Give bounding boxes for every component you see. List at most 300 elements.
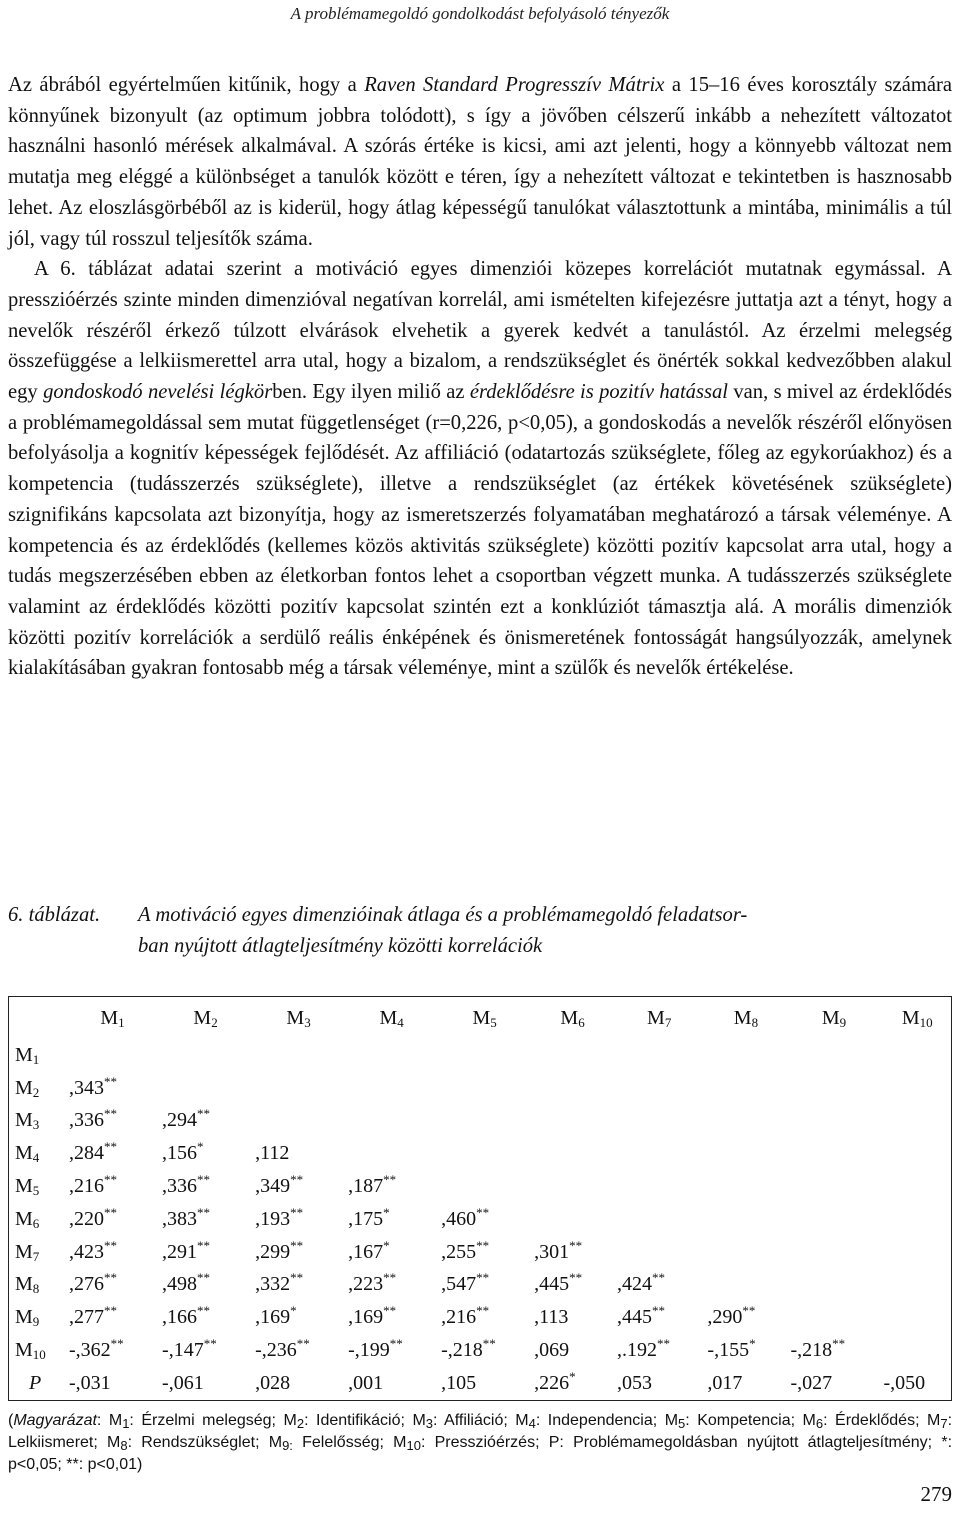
correlation-value: ,216 [69,1175,104,1198]
correlation-value: ,299 [255,1240,291,1263]
corner-cell [9,997,64,1040]
expl-colon: : [96,1412,109,1429]
correlation-value: ,.192 [616,1339,657,1362]
significance-mark: ** [832,1336,846,1352]
table-cell [435,1203,528,1236]
correlation-value: ,423 [69,1240,104,1263]
correlation-value: ,336 [162,1175,198,1198]
significance-mark: ** [104,1106,117,1122]
expl-desc: : Identifikáció; [304,1412,413,1429]
table-cell [249,1072,342,1105]
column-header [878,997,952,1040]
column-header-m: M [821,1006,840,1029]
correlation-value: -,050 [883,1371,926,1394]
table-cell [878,1236,952,1269]
significance-mark: ** [197,1204,211,1220]
page-number: 279 [920,1482,952,1506]
correlation-value: ,028 [255,1371,291,1394]
table-cell [878,1367,952,1400]
column-header [701,997,784,1040]
expl-desc: : Presszióérzés; [420,1434,549,1451]
table-cell [784,1072,877,1105]
table-cell [611,1301,701,1334]
significance-mark: ** [197,1270,211,1286]
paragraph-2 [8,254,952,684]
column-header-index: 2 [211,1014,218,1030]
table-cell [878,1203,952,1236]
table-cell [701,1367,784,1400]
expl-desc: : Érzelmi melegség; [129,1412,284,1429]
table-cell [528,1269,611,1302]
table-cell [63,1072,156,1105]
table-cell [611,1039,701,1072]
table-cell [435,1039,528,1072]
table-cell [342,1334,435,1367]
table-cell [528,1039,611,1072]
significance-mark: ** [383,1303,397,1319]
table-cell [784,1105,877,1138]
table-cell [156,1072,249,1105]
significance-mark: * [197,1139,204,1155]
table-cell [156,1137,249,1170]
table-cell [701,1236,784,1269]
column-header-m: M [472,1006,491,1029]
expl-key: M [412,1412,426,1429]
expl-desc: : Affiliáció; [433,1412,516,1429]
expl-key-index: 7 [940,1416,948,1431]
row-header-index: 2 [32,1084,40,1100]
table-row [9,1236,952,1269]
column-header [63,997,156,1040]
table-cell [784,1301,877,1334]
table-cell [878,1170,952,1203]
correlation-value: ,113 [534,1306,569,1329]
row-header-index: 3 [32,1117,40,1133]
correlation-value: ,001 [348,1371,384,1394]
significance-mark: ** [383,1172,397,1188]
column-header-index: 6 [578,1014,585,1030]
column-header-index: 9 [839,1014,847,1030]
column-header-index: 7 [664,1014,672,1030]
table-cell [156,1203,249,1236]
table-cell [249,1105,342,1138]
table-title-line-1: A motiváció egyes dimenzióinak átlaga és a problémamegoldó feladatsor- [138,904,748,926]
row-header-m: M [15,1306,33,1329]
running-header: A problémamegoldó gondolkodást befolyásoló tényezők [290,4,670,23]
column-header [528,997,611,1040]
row-header [9,1072,64,1105]
table-row [9,1170,952,1203]
expl-key-index: 5 [678,1416,686,1431]
significance-mark: ** [290,1204,304,1220]
column-header [249,997,342,1040]
row-header-m: M [15,1142,33,1165]
expl-key: M [802,1412,816,1429]
expl-tail: P: Problémamegoldásban nyújtott átlagteljesítmény; *: p<0,05; **: p<0,01) [8,1434,953,1473]
column-header [435,997,528,1040]
table-cell [611,1137,701,1170]
table-cell [249,1170,342,1203]
table-number: 6. táblázat. [8,904,101,926]
correlation-value: ,169 [348,1306,384,1329]
correlation-value: -,147 [162,1339,204,1362]
table-cell [528,1105,611,1138]
significance-mark: * [569,1368,576,1384]
table-cell [342,1072,435,1105]
table-cell [156,1269,249,1302]
table-cell [249,1269,342,1302]
table-cell [435,1269,528,1302]
table-cell [878,1137,952,1170]
expl-key-index: 6 [815,1416,824,1431]
expl-key: M [927,1412,941,1429]
row-header-p: P [29,1371,42,1394]
text-span: A 6. táblázat adatai szerint a motiváció egyes dimenziói közepes korrelációt mutatnak egymással. A presszióérzés szinte minden dimenzióval negatívan korrelál, ami ismételten kifejezésre juttatja azt a tényt, hogy a nevelők részéről érkező túlzott elvárások elvehetik a gyerek kedvét a tanulástól. Az érzelmi melegség összefüggése a lelkiismerettel arra utal, hogy a bizalom, a rendszükséglet és önérték sokkal kedvezőbben alakul egy [8,258,952,404]
table-cell [63,1137,156,1170]
significance-mark: ** [651,1303,665,1319]
correlation-value: ,291 [162,1240,198,1263]
correlation-value: ,169 [255,1306,291,1329]
correlation-value: -,031 [69,1371,111,1394]
expl-desc: : Independencia; [535,1412,665,1429]
expl-key: M [515,1412,529,1429]
table-cell [528,1170,611,1203]
table-cell [435,1367,528,1400]
table-header-row [9,997,952,1040]
table-cell [63,1334,156,1367]
table-cell [342,1367,435,1400]
significance-mark: ** [476,1204,490,1220]
expl-key-index: 10 [406,1438,421,1453]
expl-key: M [664,1412,679,1429]
correlation-value: ,167 [348,1240,384,1263]
correlation-value: ,220 [69,1207,104,1230]
table-cell [435,1105,528,1138]
table-cell [528,1334,611,1367]
table-cell [528,1203,611,1236]
row-header-index: 8 [32,1281,40,1297]
table-cell [342,1170,435,1203]
row-header-index: 7 [32,1248,40,1264]
significance-mark: * [290,1303,297,1319]
significance-mark: ** [296,1336,310,1352]
table-cell [249,1039,342,1072]
table-cell [63,1269,156,1302]
table-cell [342,1301,435,1334]
table-cell [701,1334,784,1367]
row-header [9,1334,64,1367]
significance-mark: ** [104,1270,117,1286]
table-row [9,1105,952,1138]
correlation-value: ,290 [707,1306,743,1329]
significance-mark: ** [104,1073,117,1089]
expl-desc: : Lelkiismeret; [8,1412,953,1451]
column-header [784,997,877,1040]
correlation-value: ,301 [534,1240,570,1263]
correlation-value: ,383 [162,1207,198,1230]
significance-mark: ** [104,1237,117,1253]
italic-term: érdeklődésre is pozitív hatással [469,381,729,404]
text-span: ben. Egy ilyen miliő az [272,381,470,404]
correlation-value: -,362 [69,1339,111,1362]
table-row [9,1367,952,1400]
table-cell [528,1072,611,1105]
significance-mark: ** [197,1172,211,1188]
correlation-value: ,336 [69,1109,104,1132]
table-cell [435,1334,528,1367]
significance-mark: ** [476,1270,490,1286]
correlation-value: ,156 [162,1142,198,1165]
expl-key: M [283,1412,297,1429]
correlation-value: -,027 [790,1371,833,1394]
row-header-index: 9 [32,1314,40,1330]
significance-mark: ** [482,1336,496,1352]
table-cell [156,1170,249,1203]
table-cell [784,1203,877,1236]
correlation-value: ,284 [69,1142,104,1165]
column-header-m: M [647,1006,665,1029]
table-cell [878,1105,952,1138]
row-header [9,1105,64,1138]
significance-mark: ** [290,1270,304,1286]
table-cell [611,1203,701,1236]
table-row [9,1334,952,1367]
table-cell [342,1105,435,1138]
table-cell [63,1170,156,1203]
table-cell [63,1301,156,1334]
row-header [9,1301,64,1334]
row-header [9,1203,64,1236]
row-header-index: 1 [32,1051,40,1067]
column-header [156,997,249,1040]
table-row [9,1301,952,1334]
significance-mark: ** [656,1336,670,1352]
text-span: Az ábrából egyértelműen kitűnik, hogy a [8,74,365,96]
correlation-value: -,199 [348,1339,390,1362]
significance-mark: ** [569,1237,583,1253]
table-cell [435,1170,528,1203]
column-header [342,997,435,1040]
table-cell [156,1236,249,1269]
correlation-value: ,498 [162,1273,198,1296]
significance-mark: ** [389,1336,403,1352]
table-cell [878,1039,952,1072]
column-header-index: 5 [490,1014,497,1030]
significance-mark: * [383,1237,390,1253]
column-header [611,997,701,1040]
column-header-index: 3 [304,1014,311,1030]
correlation-value: ,332 [255,1273,291,1296]
expl-label: Magyarázat [13,1412,97,1429]
table-cell [156,1334,249,1367]
column-header-index: 1 [118,1014,125,1030]
significance-mark: ** [104,1172,117,1188]
significance-mark: ** [290,1237,304,1253]
significance-mark: ** [197,1237,211,1253]
significance-mark: ** [742,1303,756,1319]
table-cell [784,1334,877,1367]
row-header-m: M [15,1273,33,1296]
column-header-index: 10 [919,1014,933,1030]
correlation-value: ,255 [441,1240,477,1263]
table-cell [63,1105,156,1138]
table-cell [611,1236,701,1269]
row-header [9,1367,64,1400]
table-cell [878,1334,952,1367]
italic-term: gondoskodó nevelési légkör [43,381,273,404]
column-header-m: M [100,1006,119,1029]
table-cell [784,1039,877,1072]
significance-mark: ** [203,1336,217,1352]
table-cell [611,1170,701,1203]
paragraph-1 [8,70,952,254]
table-cell [435,1072,528,1105]
table-cell [528,1367,611,1400]
correlation-value: -,236 [255,1339,297,1362]
table-cell [435,1301,528,1334]
correlation-value: ,277 [69,1306,104,1329]
table-cell [249,1367,342,1400]
correlation-value: ,343 [69,1076,104,1099]
correlation-value: ,175 [348,1207,384,1230]
row-header-index: 10 [32,1347,46,1363]
column-header-m: M [379,1006,398,1029]
table-cell [63,1236,156,1269]
table-cell [156,1301,249,1334]
expl-desc: : Rendszükséglet; [127,1434,269,1451]
text-span: a 15–16 éves korosztály számára könnyűnek bizonyult (az optimum jobbra tolódott), s így a jövőben célszerű inkább a nehezített változatot használni hasonló mérések alkalmával. A szórás értéke is kicsi, ami azt jelenti, hogy a könnyebb változat nem mutatja meg eléggé a különbséget a tanulók között e téren, így a nehezített változat e tekintetben is hasznosabb lehet. Az eloszlásgörbéből az is kiderül, hogy átlag képességű tanulókat választottunk a mintába, minimális a túl jól, vagy túl rosszul teljesítők száma. [8,74,952,250]
table-cell [784,1137,877,1170]
table-cell [611,1269,701,1302]
table-cell [249,1334,342,1367]
italic-term: Raven Standard Progresszív Mátrix [364,74,665,96]
significance-mark: ** [197,1303,211,1319]
correlation-value: ,276 [69,1273,104,1296]
table-cell [701,1137,784,1170]
table-row [9,1269,952,1302]
table-cell [878,1301,952,1334]
table-cell [63,1367,156,1400]
table-cell [342,1269,435,1302]
row-header-index: 6 [32,1215,40,1231]
column-header-index: 4 [397,1014,404,1030]
expl-desc: Felelősség; [292,1434,394,1451]
table-cell [701,1170,784,1203]
table-cell [611,1105,701,1138]
table-cell [701,1039,784,1072]
significance-mark: ** [476,1237,490,1253]
row-header [9,1236,64,1269]
table-caption [8,900,952,962]
expl-key-index: 2 [296,1416,305,1431]
table-cell [701,1301,784,1334]
significance-mark: ** [110,1336,124,1352]
table-cell [342,1203,435,1236]
table-cell [249,1301,342,1334]
table-cell [611,1367,701,1400]
expl-key-index: 1 [122,1416,130,1431]
table-cell [156,1105,249,1138]
correlation-value: -,155 [707,1339,750,1362]
table-cell [701,1203,784,1236]
table-row [9,1072,952,1105]
correlation-value: ,424 [616,1273,652,1296]
table-cell [611,1334,701,1367]
row-header-m: M [15,1207,33,1230]
table-body [9,1039,952,1400]
table-cell [784,1170,877,1203]
correlation-value: ,216 [441,1306,477,1329]
row-header [9,1137,64,1170]
correlation-value: ,460 [441,1207,477,1230]
correlation-value: ,226 [534,1371,570,1394]
table-cell [63,1203,156,1236]
significance-mark: * [749,1336,756,1352]
table-cell [878,1072,952,1105]
column-header-m: M [286,1006,305,1029]
correlation-value: ,053 [616,1371,652,1394]
correlation-value: -,061 [162,1371,204,1394]
table-cell [435,1236,528,1269]
correlation-value: ,547 [441,1273,477,1296]
expl-key: M [108,1412,123,1429]
correlation-value: ,017 [707,1371,743,1394]
row-header-index: 5 [32,1183,40,1199]
column-header-index: 8 [751,1014,759,1030]
table-cell [701,1105,784,1138]
expl-key: M [393,1434,407,1451]
table-cell [249,1203,342,1236]
table-cell [249,1236,342,1269]
table-row [9,1039,952,1072]
row-header-m: M [15,1043,33,1066]
table-cell [342,1137,435,1170]
correlation-value: ,187 [348,1175,384,1198]
table-cell [342,1039,435,1072]
significance-mark: ** [383,1270,397,1286]
table-cell [528,1137,611,1170]
table-cell [249,1137,342,1170]
table-cell [156,1367,249,1400]
expl-desc: : Érdeklődés; [823,1412,928,1429]
column-header-m: M [733,1006,752,1029]
expl-key-index: 3 [425,1416,433,1431]
correlation-value: ,445 [616,1306,652,1329]
significance-mark: ** [104,1204,117,1220]
table-cell [528,1236,611,1269]
expl-key: M [107,1434,121,1451]
significance-mark: * [383,1204,390,1220]
row-header [9,1039,64,1072]
table-cell [784,1269,877,1302]
correlation-value: ,105 [441,1371,477,1394]
row-header-m: M [15,1109,33,1132]
text-span: van, s mivel az érdeklődés a problémamegoldással sem mutat függetlenséget (r=0,226, p<0,05), a gondoskodás a nevelők részéről előnyösen befolyásolja a kognitív képességek fejlődését. Az affiliáció (odatartozás szükséglete, főleg az egykorúakhoz) és a kompetencia (tudásszerzés szükséglete), illetve a rendszükséglet (az értékek követésének szükséglete) szignifikáns kapcsolata azt bizonyítja, hogy az ismeretszerzés folyamatában meghatározó a társak véleménye. A kompetencia és az érdeklődés (kellemes közös aktivitás szükséglete) közötti pozitív kapcsolat arra utal, hogy a tudás megszerzésében ebben az életkorban fontos lehet a csoportban végzett munka. A tudásszerzés szükséglete valamint az érdeklődés közötti pozitív kapcsolat szintén ezt a konklúziót támasztja alá. A morális dimenziók közötti pozitív korrelációk a serdülő reális énképének és önismeretének fontosságát hangsúlyozzák, amelynek kialakításában gyakran fontosabb még a társak véleménye, mint a szülők és nevelők értékelése. [8,381,952,680]
row-header-m: M [15,1076,33,1099]
row-header-index: 4 [32,1150,40,1166]
table-cell [784,1367,877,1400]
row-header-m: M [15,1240,33,1263]
significance-mark: ** [290,1172,304,1188]
expl-open: ( [8,1412,14,1429]
table-cell [156,1039,249,1072]
significance-mark: ** [104,1139,117,1155]
table-cell [342,1236,435,1269]
table-cell [435,1137,528,1170]
significance-mark: ** [104,1303,117,1319]
table-cell [611,1072,701,1105]
correlation-value: ,193 [255,1207,291,1230]
